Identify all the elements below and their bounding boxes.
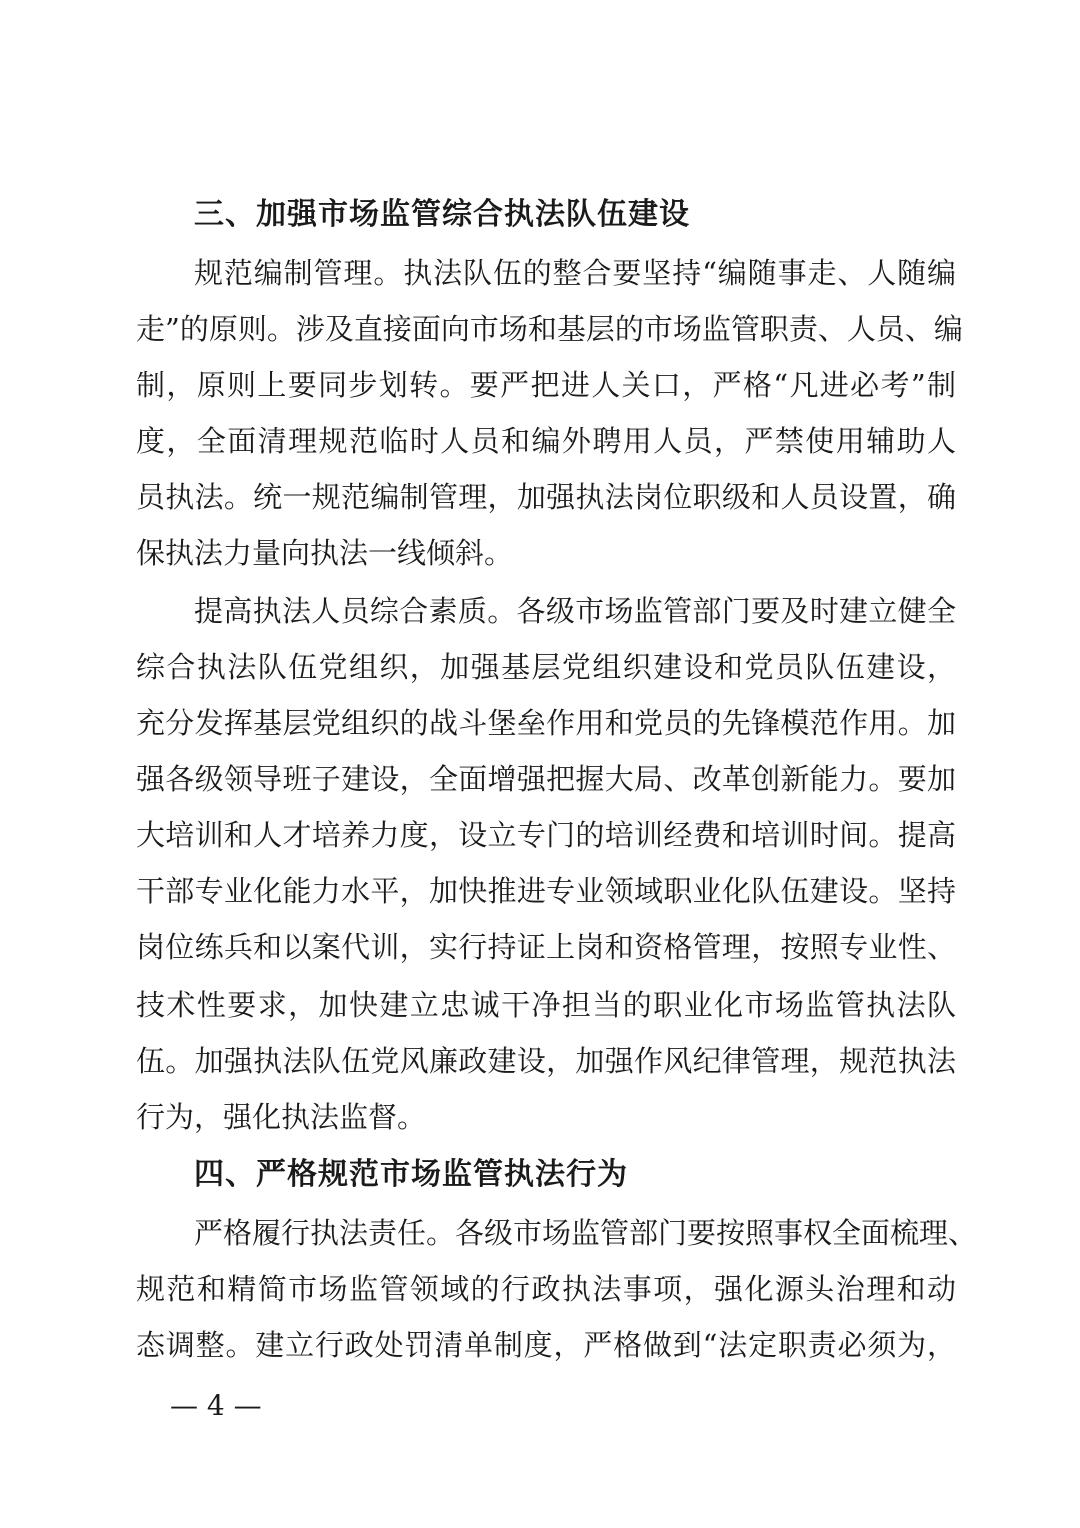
paragraph-1-line-2: 走”的原则。涉及直接面向市场和基层的市场监管职责、人员、编 xyxy=(136,312,963,346)
paragraph-2-line-4: 强各级领导班子建设，全面增强把握大局、改革创新能力。要加 xyxy=(136,762,956,796)
paragraph-2-line-3: 充分发挥基层党组织的战斗堡垒作用和党员的先锋模范作用。加 xyxy=(136,706,956,740)
paragraph-3-line-1: 严格履行执法责任。各级市场监管部门要按照事权全面梳理、 xyxy=(194,1216,978,1250)
paragraph-3-line-2: 规范和精简市场监管领域的行政执法事项，强化源头治理和动 xyxy=(136,1272,956,1306)
paragraph-1-line-6: 保执法力量向执法一线倾斜。 xyxy=(136,536,514,570)
paragraph-2-line-5: 大培训和人才培养力度，设立专门的培训经费和培训时间。提高 xyxy=(136,818,956,852)
paragraph-3-line-3: 态调整。建立行政处罚清单制度，严格做到“法定职责必须为， xyxy=(136,1328,956,1362)
paragraph-1-line-4: 度，全面清理规范临时人员和编外聘用人员，严禁使用辅助人 xyxy=(136,424,956,458)
paragraph-1-line-5: 员执法。统一规范编制管理，加强执法岗位职级和人员设置，确 xyxy=(136,480,956,514)
paragraph-2-line-9: 伍。加强执法队伍党风廉政建设，加强作风纪律管理，规范执法 xyxy=(136,1044,956,1078)
paragraph-2-line-2: 综合执法队伍党组织，加强基层党组织建设和党员队伍建设， xyxy=(136,650,956,684)
paragraph-1-line-3: 制，原则上要同步划转。要严把进人关口，严格“凡进必考”制 xyxy=(136,368,956,402)
paragraph-2-line-6: 干部专业化能力水平，加快推进专业领域职业化队伍建设。坚持 xyxy=(136,874,956,908)
page-number: — 4 — xyxy=(170,1389,262,1422)
paragraph-2-line-8: 技术性要求，加快建立忠诚干净担当的职业化市场监管执法队 xyxy=(136,988,956,1022)
paragraph-2-line-1: 提高执法人员综合素质。各级市场监管部门要及时建立健全 xyxy=(194,594,956,628)
section-heading-3: 三、加强市场监管综合执法队伍建设 xyxy=(194,197,690,232)
section-heading-4: 四、严格规范市场监管执法行为 xyxy=(194,1157,628,1192)
paragraph-1-line-1: 规范编制管理。执法队伍的整合要坚持“编随事走、人随编 xyxy=(194,256,956,290)
paragraph-2-line-7: 岗位练兵和以案代训，实行持证上岗和资格管理，按照专业性、 xyxy=(136,930,956,964)
paragraph-2-line-10: 行为，强化执法监督。 xyxy=(136,1100,427,1134)
